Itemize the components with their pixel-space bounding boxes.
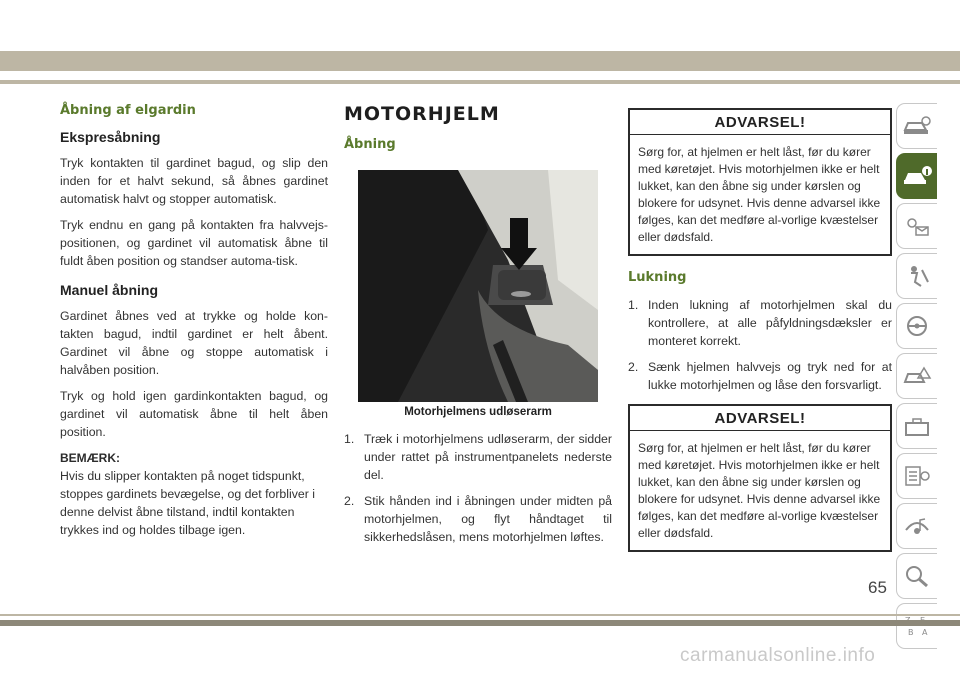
svg-text:B: B	[908, 628, 914, 637]
footer-band	[0, 620, 960, 626]
paragraph-express-1: Tryk kontakten til gardinet bagud, og slip den inden for et halvt sekund, så åbnes gardinet automatisk halvt og stopper automatisk.	[60, 156, 328, 206]
left-column	[60, 103, 328, 547]
right-column	[628, 108, 892, 552]
warning-light-message-icon[interactable]	[896, 203, 937, 249]
car-info-icon[interactable]	[896, 153, 937, 199]
paragraph-manual-1: Gardinet åbnes ved at trykke og holde kon-takten bagud, indtil gardinet er helt åbent. Gardinet vil åbne og stoppe automatisk i halvåben position.	[60, 309, 328, 377]
opening-steps	[344, 430, 612, 546]
svg-text:A: A	[922, 628, 928, 637]
paragraph-express-2: Tryk endnu en gang på kontakten fra halvvejs-positionen, og gardinet vil automatisk åbne til fuldt åben position og standser automa-tisk.	[60, 218, 328, 268]
closing-steps	[628, 296, 892, 394]
section-title-opening: Åbning	[344, 137, 396, 152]
middle-column	[344, 103, 612, 554]
watermark: carmanualsonline.info	[680, 645, 876, 666]
footer-rule	[0, 614, 960, 616]
photo-caption: Motorhjelmens udløserarm	[404, 406, 552, 418]
chapter-tabs	[896, 103, 940, 653]
car-toolbox-icon[interactable]	[896, 403, 937, 449]
page-number: 65	[868, 578, 887, 597]
warning-text: Sørg for, at hjelmen er helt låst, før du kører med køretøjet. Hvis motorhjelmen ikke er helt lukket, kan den åbne sig under kørslen og blokere for udsynet. Hvis denne advarsel ikke følges, kan det medføre al-vorlige kvæstelser eller dødsfald.	[638, 145, 881, 244]
warning-title: ADVARSEL!	[630, 110, 890, 135]
car-inspect-icon[interactable]	[896, 103, 937, 149]
warning-text: Sørg for, at hjelmen er helt låst, før du kører med køretøjet. Hvis motorhjelmen ikke er helt lukket, kan den åbne sig under kørslen og blokere for udsynet. Hvis denne advarsel ikke følges, kan det medføre al-vorlige kvæstelser eller dødsfald.	[638, 441, 881, 540]
list-item: 1. Træk i motorhjelmens udløserarm, der sidder under rattet på instrumentpanelets nederste del.	[344, 432, 612, 482]
hood-release-photo	[358, 170, 598, 402]
header-band	[0, 51, 960, 71]
list-item: 2. Sænk hjelmen halvvejs og tryk ned for at lukke motorhjelmen og låse den forsvarligt.	[628, 360, 892, 392]
airbag-seat-icon[interactable]	[896, 253, 937, 299]
note-text: Hvis du slipper kontakten på noget tidspunkt, stoppes gardinets bevægelse, og det forbliver i denne delvist åbne tilstand, indtil kontakten trykkes ind og holdes tilbage igen.	[60, 469, 315, 537]
subheading-manual-open: Manuel åbning	[60, 282, 158, 298]
warning-title: ADVARSEL!	[630, 406, 890, 431]
warning-box-2	[628, 404, 892, 552]
subheading-express-open: Ekspresåbning	[60, 129, 161, 145]
magnifier-index-icon[interactable]	[896, 553, 937, 599]
maintenance-list-icon[interactable]	[896, 453, 937, 499]
paragraph-manual-2: Tryk og hold igen gardinkontakten bagud, og gardinet vil automatisk åbne til helt åben position.	[60, 389, 328, 439]
language-letters-icon[interactable]	[896, 603, 937, 649]
list-item: 1. Inden lukning af motorhjelmen skal du kontrollere, at alle påfyldningsdæksler er monteret korrekt.	[628, 298, 892, 348]
section-title-closing: Lukning	[628, 270, 687, 285]
page-title: MOTORHJELM	[344, 103, 500, 125]
warning-box-1	[628, 108, 892, 256]
list-item: 2. Stik hånden ind i åbningen under midten på motorhjelmen, og flyt håndtaget til sikkerhedslåsen, mens motorhjelmen løftes.	[344, 494, 612, 544]
car-hazard-icon[interactable]	[896, 353, 937, 399]
section-title-sunshade: Åbning af elgardin	[60, 103, 196, 118]
note-title: BEMÆRK:	[60, 451, 120, 465]
header-rule	[0, 80, 960, 84]
steering-wheel-icon[interactable]	[896, 303, 937, 349]
media-music-icon[interactable]	[896, 503, 937, 549]
